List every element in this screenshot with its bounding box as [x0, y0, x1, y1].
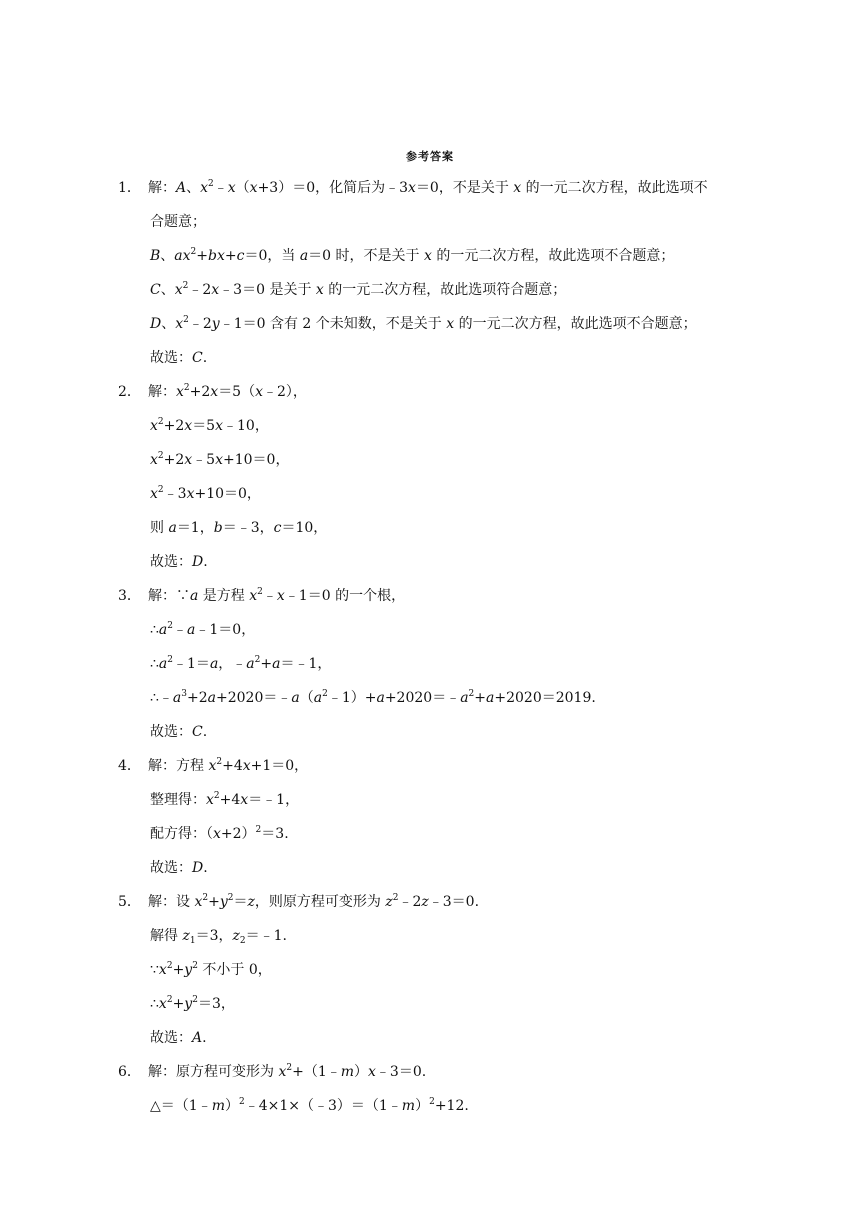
- line-text: $x^2﹣3x+10=0$，: [150, 485, 261, 502]
- answer-line: [150, 688, 596, 708]
- line-text: B、$ax^2+bx+c=0$，当 a＝0 时，不是关于 x 的一元二次方程，故此选项不合题意；: [150, 247, 675, 264]
- line-text: 解得 $z_1=3$，$z_2=﹣1$.: [150, 928, 287, 946]
- line-text: 整理得：$x^2+4x=﹣1$，: [150, 791, 300, 808]
- line-text: $\therefore a^2﹣a﹣1=0$，: [150, 621, 256, 638]
- line-text: $\therefore﹣a^3+2a+2020=﹣a(a^2﹣1)+a+2020=﹣a^2+a+2020=2019$.: [150, 689, 596, 706]
- answer-line: [150, 348, 207, 368]
- line-text: 解：A、$x^2﹣x(x+3)=0$，化简后为﹣3x＝0，不是关于 x 的一元二次方程，故此选项不: [148, 179, 708, 196]
- answer-line: [150, 1028, 207, 1048]
- answer-line: [150, 416, 269, 436]
- answer-line: [150, 314, 697, 334]
- line-text: $\because x^2+y^2$ 不小于 0，: [150, 961, 272, 978]
- question-number: 1．: [118, 180, 141, 196]
- question-start-line: [118, 892, 479, 912]
- answer-line: [150, 722, 207, 742]
- line-text: 解：$x^2+2x=5(x﹣2)$，: [148, 383, 307, 400]
- answer-line: [150, 518, 327, 538]
- line-text: 解：原方程可变形为 $x^2+(1﹣m)x﹣3=0$.: [148, 1063, 427, 1080]
- page-title: 参考答案: [406, 150, 454, 163]
- answer-line: [150, 960, 272, 980]
- question-number: 5．: [118, 894, 141, 910]
- line-text: △＝（1﹣m）$^2$﹣4×1×（﹣3）＝（1﹣m）$^2$+12.: [150, 1097, 469, 1114]
- line-text: 故选：C.: [150, 350, 208, 366]
- question-start-line: [118, 1062, 426, 1082]
- line-text: 解：∵a 是方程 $x^2﹣x﹣1=0$ 的一个根，: [148, 587, 406, 604]
- line-text: $\therefore a^2﹣1=a$，$﹣a^2+a=﹣1$，: [150, 655, 332, 672]
- answer-line: [150, 654, 331, 674]
- line-text: 故选：C.: [150, 724, 208, 740]
- line-text: 故选：A.: [150, 1030, 207, 1046]
- question-number: 6．: [118, 1064, 141, 1080]
- line-text: 解：设 $x^2+y^2=z$，则原方程可变形为 $z^2﹣2z﹣3=0$.: [148, 893, 480, 910]
- line-text: 则 a＝1，b＝﹣3，c＝10，: [150, 520, 328, 536]
- answer-line: [150, 858, 208, 878]
- answer-line: [150, 552, 208, 572]
- line-text: C、$x^2﹣2x﹣3=0$ 是关于 x 的一元二次方程，故此选项符合题意；: [150, 281, 567, 298]
- line-text: 合题意；: [150, 214, 206, 230]
- line-text: 故选：D.: [150, 860, 208, 876]
- question-number: 4．: [118, 758, 141, 774]
- question-start-line: [118, 756, 308, 776]
- answer-line: [150, 280, 566, 300]
- line-text: 解：方程 $x^2+4x+1=0$，: [148, 757, 309, 774]
- answer-line: [150, 790, 299, 810]
- answer-line: [150, 620, 255, 640]
- line-text: D、$x^2﹣2y﹣1=0$ 含有 2 个未知数，不是关于 x 的一元二次方程，故此选项不合题意；: [150, 315, 697, 332]
- question-number: 2．: [118, 384, 141, 400]
- line-text: 配方得：$(x+2)^2=3$.: [150, 825, 289, 842]
- question-start-line: [118, 382, 307, 402]
- line-text: $x^2+2x=5x﹣10$，: [150, 417, 269, 434]
- answer-line: [150, 926, 287, 946]
- answer-line: [150, 450, 289, 470]
- answer-line: [150, 246, 674, 266]
- question-number: 3．: [118, 588, 141, 604]
- line-text: $\therefore x^2+y^2=3$，: [150, 995, 235, 1012]
- answer-line: [150, 212, 206, 232]
- answer-line: [150, 994, 235, 1014]
- question-start-line: [118, 178, 708, 198]
- answer-line: [150, 484, 261, 504]
- answer-line: [150, 824, 289, 844]
- line-text: 故选：D.: [150, 554, 208, 570]
- question-start-line: [118, 586, 405, 606]
- line-text: $x^2+2x﹣5x+10=0$，: [150, 451, 290, 468]
- answer-line: [150, 1096, 469, 1116]
